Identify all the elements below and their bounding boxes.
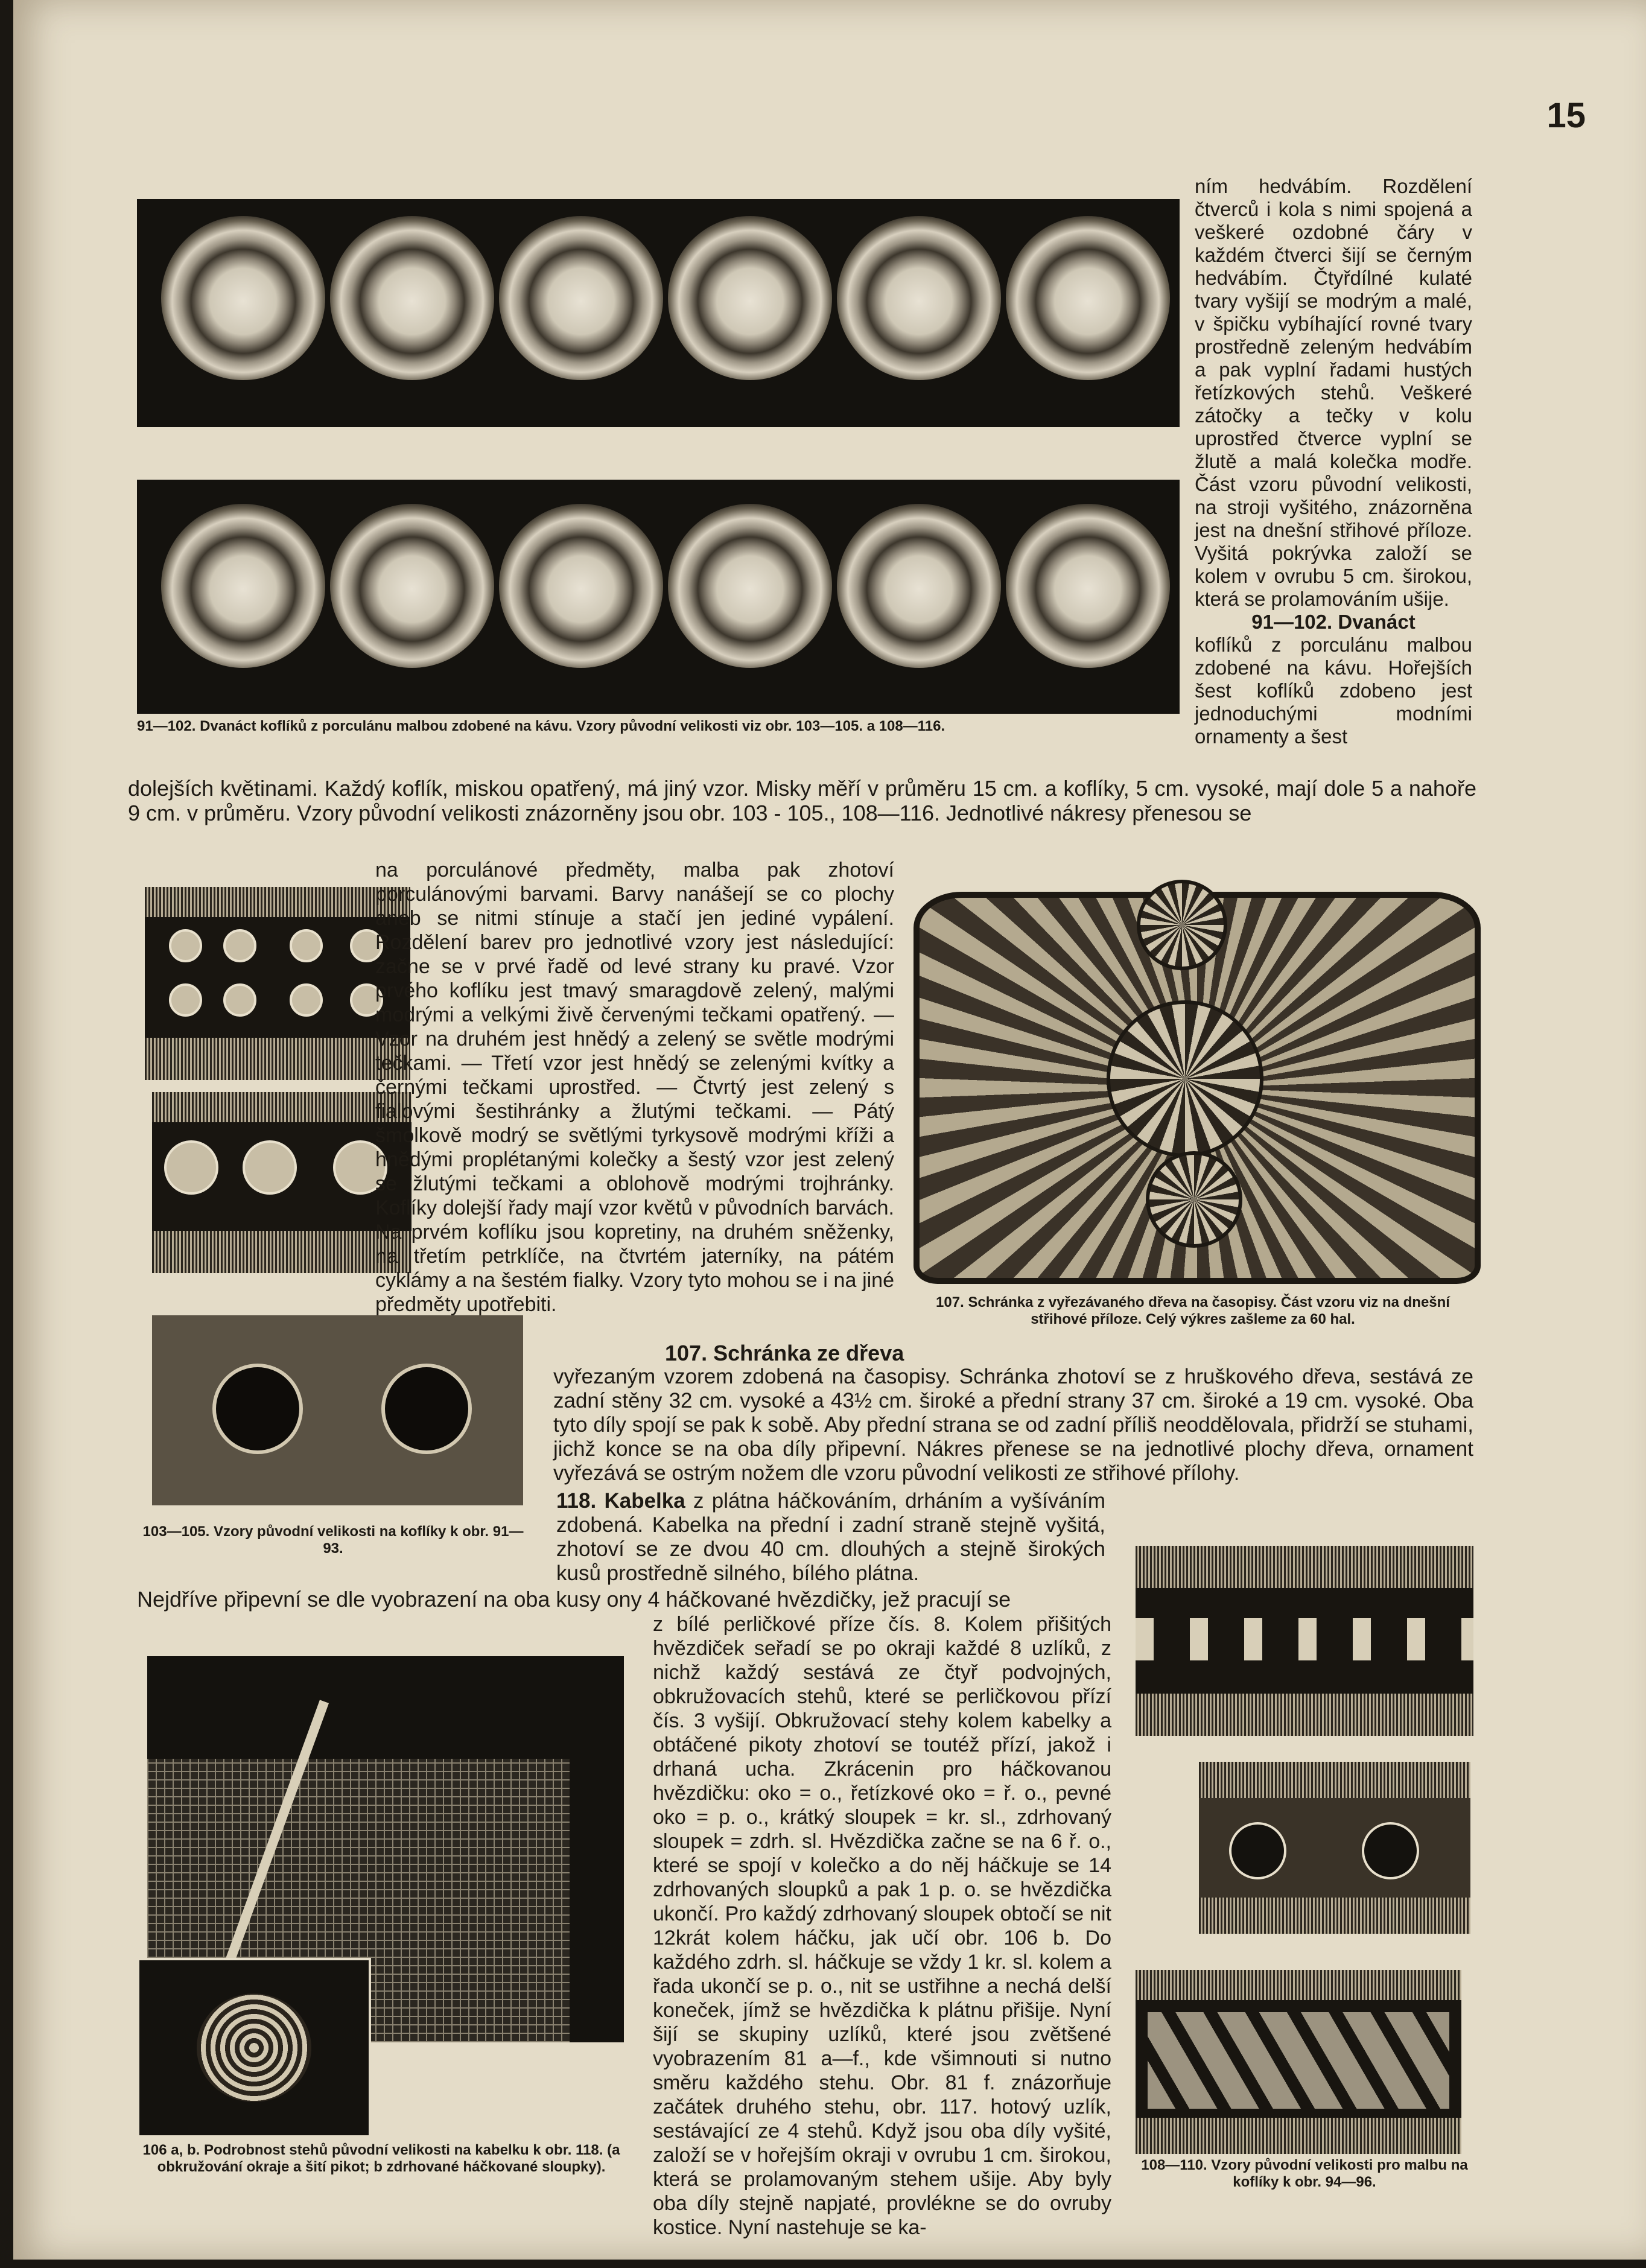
text-118-body: z bílé perličkové příze čís. 8. Kolem přišitých hvězdiček seřadí se po okraji každé 8 uzlíků, z nichž každý sestává ze čtyř podvojných, obkružovacích stehů, které se perličkovou přízí čís. 3 vyšijí. Obkružovací stehy kolem kabelky a obtáčené pikoty zhotoví se toutéž přízí, jakož i drhaná ucha. Zkrácenin pro háčkovanou hvězdičku: oko = o., řetízkové oko = ř. o., pevné oko = p. o., krátký sloupek = kr. sl., zdrhovaný sloupek = zdrh. sl. Hvězdička začne se na 6 ř. o., které se spojí v kolečko a do něj háčkuje se 14 zdrhovaných sloupků a pak 1 p. o. se hvězdička ukončí. Pro každý zdrhovaný sloupek obtočí se nit 12krát kolem háčku, jak učí obr. 106 b. Do každého zdrh. sl. háčkuje se vždy 1 kr. sl. kolem a řada ukončí se p. o., nit se ustřihne a nechá delší koneček, jímž se hvězdička k plátnu přišije. Nyní šijí se skupiny uzlíků, které jsou zvětšené vyobrazením 81 a—f., kde všimnouti si nutno směru každého stehu. Obr. 81 f. znázorňuje začátek druhého stehu, obr. 117. hotový uzlík, sestávající ze 4 stehů. Když jsou oba díly vyšité, založí se v hořejším okraji v ovrubu 1 cm. širokou, která se prolamovaným stehem ušije. Aby byly oba díly stejně napjaté, provlékne se do ovruby kostice. Nyní nastehuje se ka- [653, 1613, 1111, 2239]
cup-saucer [1006, 504, 1170, 668]
heading-118: 118. Kabelka [556, 1489, 685, 1513]
text-118-intro [556, 1489, 1105, 1586]
paragraph: koflíků z porculánu malbou zdobené na kávu. Hořejších šest koflíků zdobeno jest jednoduchými modními ornamenty a šest [1195, 634, 1472, 748]
rosette-motif [1146, 1151, 1242, 1248]
cup-saucer [499, 504, 663, 668]
subheading [1195, 611, 1472, 634]
cup-saucer [668, 504, 832, 668]
fringe [152, 1092, 412, 1122]
cup-saucer [668, 216, 832, 380]
dotted-circle-motif [1362, 1822, 1419, 1879]
circle-motif [169, 929, 202, 962]
text-118a: z plátna háčkováním, drháním a vyšíváním zdobená. Kabelka na přední i zadní straně stejně vyšitá, zhotoví se ze dvou 40 cm. dlouhých a stejně širokých kusů prostředně silného, bílého plátna. [556, 1489, 1106, 1585]
crochet-loops [197, 1993, 311, 2102]
figure-caption-108-110: 108—110. Vzory původní velikosti pro malbu na koflíky k obr. 94—96. [1141, 2157, 1468, 2190]
wooden-box-illustration [914, 892, 1481, 1284]
pattern-band-103 [145, 887, 410, 1080]
right-column-text [1195, 175, 1472, 748]
figure-caption-103-105: 103—105. Vzory původní velikosti na koflíky k obr. 91—93. [142, 1523, 524, 1557]
cup-saucer [161, 216, 325, 380]
fringe [145, 887, 410, 917]
magazine-page [13, 0, 1646, 2260]
full-width-paragraph-2: Nejdříve připevní se dle vyobrazení na oba kusy ony 4 háčkované hvězdičky, jež pracují se [137, 1587, 1011, 1612]
fringe [1136, 1694, 1473, 1736]
cup-saucer [1006, 216, 1170, 380]
circle-motif [243, 1140, 297, 1195]
pattern-band-108 [1136, 1546, 1473, 1736]
circle-motif [212, 1364, 303, 1454]
fringe [145, 1038, 410, 1080]
figure-caption-106: 106 a, b. Podrobnost stehů původní velikosti na kabelku k obr. 118. (a obkružování okraje a šití pikot; b zdrhované háčkované sloupky). [142, 2142, 620, 2175]
circle-motif [164, 1140, 218, 1195]
circle-motif [381, 1364, 472, 1454]
rosette-motif [1137, 880, 1227, 970]
fringe [152, 1231, 412, 1273]
fringe [1136, 1970, 1461, 2000]
circle-motif [290, 929, 323, 962]
fringe [1136, 2118, 1461, 2154]
subheading-number: 91—102. [1251, 611, 1333, 633]
triangle-row [1148, 2012, 1449, 2109]
fringe [1199, 1762, 1470, 1798]
cup-saucer [837, 504, 1001, 668]
fringe [1199, 1898, 1470, 1934]
page-number: 15 [1546, 96, 1586, 135]
middle-column-text: na porculánové předměty, malba pak zhotoví porculánovými barvami. Barvy nanášejí se co plochy aneb se nitmi stínuje a stačí jen jediné vypálení. Rozdělení barev pro jednotlivé vzory jest následující: začne se v prvé řadě od levé strany ku pravé. Vzor prvého koflíku jest tmavý smaragdově zelený, malými modrými a velkými živě červenými tečkami opatřený. — Vzor na druhém jest hnědý a zelený se světle modrými tečkami. — Třetí vzor jest hnědý se zelenými kvítky a černými tečkami uprostřed. — Čtvrtý jest zelený s fialovými šestihránky a žlutými tečkami. — Pátý šmolkově modrý se světlými tyrkysově modrými kříži a hnědými proplétanými kolečky a šestý vzor jest zelený se žlutými tečkami a oblohově modrými trojhránky. Koflíky dolejší řady mají vzor květů v původních barvách. Na prvém koflíku jsou kopretiny, na druhém sněženky, na třetím petrklíče, na čtvrtém jaterníky, na pátém cyklámy a na šestém fialky. Vzory tyto mohou se i na jiné předměty upotřebiti. [375, 859, 894, 1316]
cups-photo-bottom-row [137, 480, 1180, 714]
subheading-title: Dvanáct [1338, 611, 1416, 633]
fringe [1136, 1546, 1473, 1588]
cup-saucer [330, 216, 494, 380]
pattern-band-109 [1199, 1762, 1470, 1934]
crochet-detail-106b [137, 1958, 371, 2138]
cup-saucer [330, 504, 494, 668]
cup-saucer [499, 216, 663, 380]
pattern-band-105 [152, 1315, 523, 1505]
hexagon-chain [1136, 1618, 1473, 1660]
rosette-motif [1107, 1000, 1263, 1157]
heading-107: 107. Schránka ze dřeva [665, 1341, 904, 1365]
full-width-paragraph-1: dolejších květinami. Každý koflík, miskou opatřený, má jiný vzor. Misky měří v průměru 15 cm. a koflíky, 5 cm. vysoké, mají dole 5 a nahoře 9 cm. v průměru. Vzory původní velikosti znázorněny jsou obr. 103 - 105., 108—116. Jednotlivé nákresy přenesou se [128, 776, 1476, 825]
figure-caption-107: 107. Schránka z vyřezávaného dřeva na časopisy. Část vzoru viz na dnešní střihové příloze. Celý výkres zašleme za 60 hal. [936, 1294, 1450, 1327]
cups-photo-top-row [137, 199, 1180, 427]
text-107: vyřezaným vzorem zdobená na časopisy. Schránka zhotoví se z hruškového dřeva, sestává ze zadní stěny 32 cm. vysoké a 43½ cm. široké a přední strany 37 cm. široké a 19 cm. vysoké. Oba tyto díly spojí se pak k sobě. Aby přední strana se od zadní příliš neoddělovala, přidrží se stuhami, jichž konce se na oba díly připevní. Nákres přenese se na jednotlivé plochy dřeva, ornament vyřezává se ostrým nožem dle vzoru původní velikosti ze střihové přílohy. [553, 1365, 1473, 1485]
circle-motif [223, 929, 256, 962]
circle-motif [290, 983, 323, 1017]
pattern-band-110 [1136, 1970, 1461, 2154]
cup-saucer [161, 504, 325, 668]
figure-caption-91-102: 91—102. Dvanáct koflíků z porculánu malbou zdobené na kávu. Vzory původní velikosti viz obr. 103—105. a 108—116. [137, 718, 945, 734]
pattern-band-104 [152, 1092, 412, 1273]
dotted-circle-motif [1229, 1822, 1286, 1879]
circle-motif [223, 983, 256, 1017]
cup-saucer [837, 216, 1001, 380]
paragraph: ním hedvábím. Rozdělení čtverců i kola s nimi spojená a veškeré ozdobné čáry v každém čtverci šijí se černým hedvábím. Čtyřdílné kulaté tvary vyšijí se modrým a malé, v špičku vybíhající rovné tvary prostředně zeleným hedvábím a pak vyplní řadami hustých řetízkových stehů. Veškeré zátočky a tečky v kolu uprostřed čtverce vyplní se žlutě a malá kolečka modře. Část vzoru původní velikosti, na stroji vyšitého, znázorněna jest na dnešní střihové příloze. Vyšitá pokrývka založí se kolem v ovrubu 5 cm. širokou, která se prolamováním ušije. [1195, 175, 1472, 610]
circle-motif [169, 983, 202, 1017]
